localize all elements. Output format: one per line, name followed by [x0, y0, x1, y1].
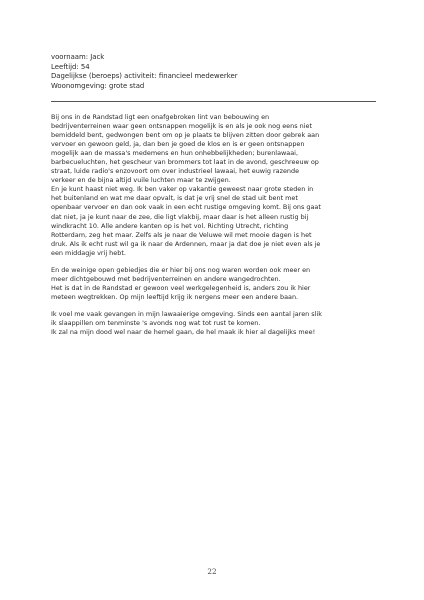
text-line: Ik voel me vaak gevangen in mijn lawaaierige omgeving. Sinds een aantal jaren slik	[51, 309, 322, 318]
text-line: En je kunt haast niet weg. Ik ben vaker op vakantie geweest naar grote steden in	[51, 185, 314, 194]
text-line: ik slaappillen om tenminste 's avonds nog wat tot rust te komen.	[51, 318, 261, 327]
profile-woonomgeving: Woonomgeving: grote stad	[51, 81, 145, 90]
body-text	[51, 113, 381, 345]
text-line: het buitenland en wat me daar opvalt, is dat je vrij snel de stad uit bent met	[51, 194, 298, 203]
profile-activiteit: Dagelijkse (beroeps) activiteit: financieel medewerker	[51, 72, 238, 81]
text-line: bemiddeld bent, gedwongen bent om op je plaats te blijven zitten door gebrek aan	[51, 131, 320, 140]
text-line: verkeer en de bijna altijd vuile luchten maar te zwijgen.	[51, 176, 231, 185]
text-line: openbaar vervoer en dan ook vaak in een echt rustige omgeving komt. Bij ons gaat	[51, 203, 321, 212]
text-line: En de weinige open gebiedjes die er hier bij ons nog waren worden ook meer en	[51, 265, 311, 274]
paragraph-2	[51, 266, 381, 302]
paragraph-3	[51, 310, 381, 337]
text-line: dat niet, ja je kunt naar de zee, die ligt vlakbij, maar daar is het alleen rustig bij	[51, 212, 309, 221]
text-line: barbecueluchten, het gescheur van brommers tot laat in de avond, geschreeuw op	[51, 158, 319, 167]
text-line: vervoer en gewoon geld, ja, dan ben je goed de klos en is er geen ontsnappen	[51, 140, 305, 149]
text-line: Ik zal na mijn dood wel naar de hemel gaan, de hel maak ik hier al dagelijks mee!	[51, 328, 316, 337]
profile-block	[51, 53, 376, 91]
text-line: druk. Als ik echt rust wil ga ik naar de Ardennen, maar ja dat doe je niet even als je	[51, 239, 321, 248]
text-line: straat, luide radio's enzovoort om over industrieel lawaai, het euwig razende	[51, 167, 300, 176]
text-line: Het is dat in de Randstad er gewoon veel werkgelegenheid is, anders zou ik hier	[51, 283, 311, 292]
text-line: bedrijventerreinen waar geen ontsnappen mogelijk is en als je ook nog eens niet	[51, 122, 312, 131]
page-number: 22	[207, 567, 217, 576]
text-line: windkracht 10. Alle andere kanten op is het vol. Richting Utrecht, richting	[51, 221, 289, 230]
profile-voornaam: voornaam: Jack	[51, 53, 105, 61]
text-line: Bij ons in de Randstad ligt een onafgebroken lint van bebouwing en	[51, 113, 270, 121]
horizontal-rule	[51, 101, 376, 102]
text-line: Rotterdam, zeg het maar. Zelfs als je naar de Veluwe wil met mooie dagen is het	[51, 230, 312, 239]
paragraph-1	[51, 113, 381, 258]
text-line: meer dichtgebouwd met bedrijventerreinen en andere wangedrochten.	[51, 274, 281, 283]
text-line: een middagje vrij hebt.	[51, 248, 126, 257]
profile-leeftijd: Leeftijd: 54	[51, 62, 90, 71]
text-line: mogelijk aan de massa's medemens en hun onhebbelijkheden; burenlawaai,	[51, 149, 299, 158]
text-line: meteen wegtrekken. Op mijn leeftijd krijg ik nergens meer een andere baan.	[51, 292, 299, 301]
